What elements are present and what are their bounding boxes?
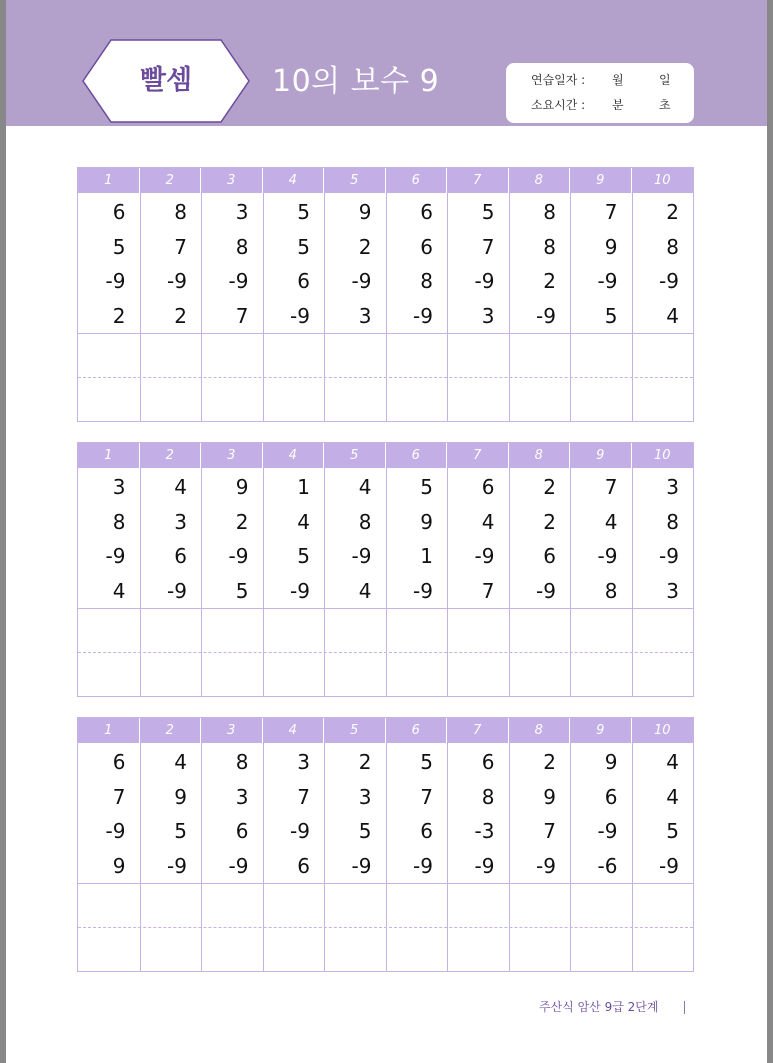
column-header: 3 (201, 718, 263, 743)
answer-area-top-line (78, 883, 693, 884)
problem-number: -9 (351, 544, 372, 568)
problem-number: 2 (543, 750, 556, 774)
problem-number: 8 (666, 234, 679, 259)
problem-number: 7 (297, 784, 310, 809)
problem-number: 4 (358, 475, 372, 499)
problem-number: 8 (481, 784, 495, 809)
problem-number: 8 (420, 269, 433, 293)
info-box (506, 63, 694, 123)
problem-number: -9 (659, 853, 679, 878)
answer-area-dashed-line (78, 377, 693, 378)
column-header: 5 (324, 168, 386, 193)
problem-number: 6 (420, 200, 433, 224)
problem-number: 6 (297, 269, 310, 293)
problem-number: 6 (604, 784, 618, 809)
problem-number: 2 (666, 200, 679, 224)
problem-number: -9 (659, 269, 679, 293)
column-header: 10 (653, 173, 671, 188)
problem-number: 5 (297, 200, 310, 224)
problem-number: -9 (105, 544, 126, 568)
problem-number: -9 (536, 578, 556, 603)
problem-number: -9 (228, 544, 249, 568)
problem-number: 9 (174, 784, 187, 809)
problem-number: 6 (235, 819, 249, 843)
problem-number: 7 (604, 200, 618, 224)
problem-number: 1 (297, 475, 310, 499)
problem-number: -3 (474, 819, 495, 843)
problem-number: 8 (174, 200, 187, 224)
problem-number: 4 (112, 578, 126, 603)
problem-number: 3 (358, 784, 372, 809)
problem-number: 5 (297, 234, 310, 259)
column-header: 7 (447, 168, 509, 193)
footer-divider (684, 1001, 685, 1014)
answer-area-top-line (78, 333, 693, 334)
problem-number: 7 (112, 784, 126, 809)
problem-number: 2 (543, 475, 556, 499)
problem-number: 5 (174, 819, 187, 843)
problem-number: 3 (112, 475, 126, 499)
problem-number: 6 (481, 750, 495, 774)
problem-number: -9 (413, 578, 433, 603)
problem-number: -9 (167, 853, 187, 878)
answer-area-top-line (78, 608, 693, 609)
problem-number: 8 (235, 234, 249, 259)
column-header: 2 (140, 718, 202, 743)
problem-number: 7 (481, 234, 495, 259)
problem-number: -9 (474, 269, 495, 293)
problem-number: 9 (420, 509, 433, 534)
problem-number: 7 (604, 475, 618, 499)
problem-number: 7 (481, 578, 495, 603)
column-header: 6 (386, 443, 448, 468)
problem-number: 4 (604, 509, 618, 534)
problem-number: 5 (420, 475, 433, 499)
problem-number: 8 (358, 509, 372, 534)
problem-number: 6 (420, 234, 433, 259)
problem-number: 3 (235, 784, 249, 809)
problem-number: -9 (597, 544, 618, 568)
footer-text: 주산식 암산 9급 2단계 (539, 1000, 659, 1014)
answer-area-dashed-line (78, 652, 693, 653)
column-header: 1 (78, 168, 140, 193)
worksheet-page (6, 0, 767, 1063)
column-header: 9 (570, 443, 632, 468)
problem-number: 3 (666, 475, 679, 499)
problem-number: 6 (112, 750, 126, 774)
problem-number: -9 (167, 578, 187, 603)
badge-label: 빨셈 (139, 65, 193, 96)
problem-number: 4 (297, 509, 310, 534)
problem-number: 5 (481, 200, 495, 224)
problem-number: 3 (481, 303, 495, 328)
problem-number: -9 (351, 853, 372, 878)
problem-number: 6 (543, 544, 556, 568)
column-header: 1 (78, 718, 140, 743)
problem-number: 7 (420, 784, 433, 809)
problem-number: 6 (481, 475, 495, 499)
problem-number: 2 (174, 303, 187, 328)
problem-number: -9 (290, 819, 310, 843)
title-badge (81, 38, 251, 124)
problem-number: 4 (358, 578, 372, 603)
column-header: 3 (201, 443, 263, 468)
problem-number: 9 (604, 750, 618, 774)
problem-table (77, 442, 694, 697)
problem-number: -9 (597, 819, 618, 843)
problem-number: 7 (174, 234, 187, 259)
problem-number: -9 (351, 269, 372, 293)
column-header: 8 (509, 168, 571, 193)
problem-number: 5 (604, 303, 618, 328)
problem-number: 5 (420, 750, 433, 774)
problem-number: 5 (358, 819, 372, 843)
problem-number: -9 (413, 853, 433, 878)
problem-number: -9 (536, 303, 556, 328)
page-title: 10의 보수 9 (272, 64, 440, 99)
problem-number: 3 (358, 303, 372, 328)
column-header: 5 (324, 443, 386, 468)
column-header: 4 (263, 718, 325, 743)
problem-table (77, 717, 694, 972)
problem-number: 3 (235, 200, 249, 224)
problem-table (77, 167, 694, 422)
second-label: 초 (659, 98, 671, 112)
problem-number: 3 (297, 750, 310, 774)
column-header: 7 (447, 443, 509, 468)
minute-label: 분 (612, 98, 624, 112)
column-header: 3 (201, 168, 263, 193)
problem-number: -9 (105, 819, 126, 843)
problem-number: -9 (290, 578, 310, 603)
problem-number: -9 (536, 853, 556, 878)
table-header-row (78, 443, 693, 468)
problem-number: 2 (543, 269, 556, 293)
time-label: 소요시간 : (531, 98, 586, 112)
problem-number: 8 (112, 509, 126, 534)
date-row (506, 69, 694, 91)
problem-number: -9 (228, 853, 249, 878)
problem-number: 9 (543, 784, 556, 809)
problem-number: 9 (358, 200, 372, 224)
column-header: 9 (570, 168, 632, 193)
column-header: 1 (78, 443, 140, 468)
problem-number: 4 (174, 475, 187, 499)
problem-number: 8 (604, 578, 618, 603)
column-header: 5 (324, 718, 386, 743)
column-header: 10 (653, 448, 671, 463)
problem-number: -9 (659, 544, 679, 568)
problem-number: 8 (543, 200, 556, 224)
problem-number: 5 (666, 819, 679, 843)
problem-number: -9 (105, 269, 126, 293)
header-bar (6, 0, 767, 126)
problem-number: 2 (543, 509, 556, 534)
month-label: 월 (612, 73, 624, 87)
problem-number: 6 (112, 200, 126, 224)
problem-number: 7 (543, 819, 556, 843)
column-header: 6 (386, 168, 448, 193)
day-label: 일 (659, 73, 671, 87)
problem-number: 5 (112, 234, 126, 259)
column-header: 9 (570, 718, 632, 743)
problem-number: 8 (543, 234, 556, 259)
problem-number: -9 (474, 853, 495, 878)
problem-number: 4 (666, 303, 679, 328)
problem-number: 4 (666, 784, 679, 809)
problem-number: 9 (604, 234, 618, 259)
problem-number: -6 (597, 853, 618, 878)
column-header: 8 (509, 443, 571, 468)
problem-number: 2 (112, 303, 126, 328)
problem-number: 4 (666, 750, 679, 774)
problem-number: 3 (666, 578, 679, 603)
problem-number: 3 (174, 509, 187, 534)
problem-number: 2 (235, 509, 249, 534)
problem-number: 6 (297, 853, 310, 878)
problem-number: 5 (297, 544, 310, 568)
column-header: 10 (653, 723, 671, 738)
problem-number: 2 (358, 750, 372, 774)
column-header: 2 (140, 443, 202, 468)
problem-number: 8 (666, 509, 679, 534)
problem-number: 9 (235, 475, 249, 499)
column-header: 7 (447, 718, 509, 743)
column-header: 6 (386, 718, 448, 743)
column-header: 2 (140, 168, 202, 193)
problem-number: -9 (290, 303, 310, 328)
table-header-row (78, 718, 693, 743)
problem-number: 4 (174, 750, 187, 774)
column-header: 8 (509, 718, 571, 743)
problem-number: -9 (167, 269, 187, 293)
problem-number: 7 (235, 303, 249, 328)
problem-number: 9 (112, 853, 126, 878)
problem-number: -9 (474, 544, 495, 568)
problem-number: 6 (420, 819, 433, 843)
table-header-row (78, 168, 693, 193)
problem-number: 2 (358, 234, 372, 259)
problem-number: 5 (235, 578, 249, 603)
problem-number: 1 (420, 544, 433, 568)
problem-number: -9 (228, 269, 249, 293)
problem-number: -9 (413, 303, 433, 328)
column-header: 4 (263, 443, 325, 468)
problem-number: -9 (597, 269, 618, 293)
problem-number: 6 (174, 544, 187, 568)
column-header: 4 (263, 168, 325, 193)
answer-area-dashed-line (78, 927, 693, 928)
time-row (506, 94, 694, 116)
problem-number: 4 (481, 509, 495, 534)
date-label: 연습일자 : (531, 73, 586, 87)
problem-number: 8 (235, 750, 249, 774)
